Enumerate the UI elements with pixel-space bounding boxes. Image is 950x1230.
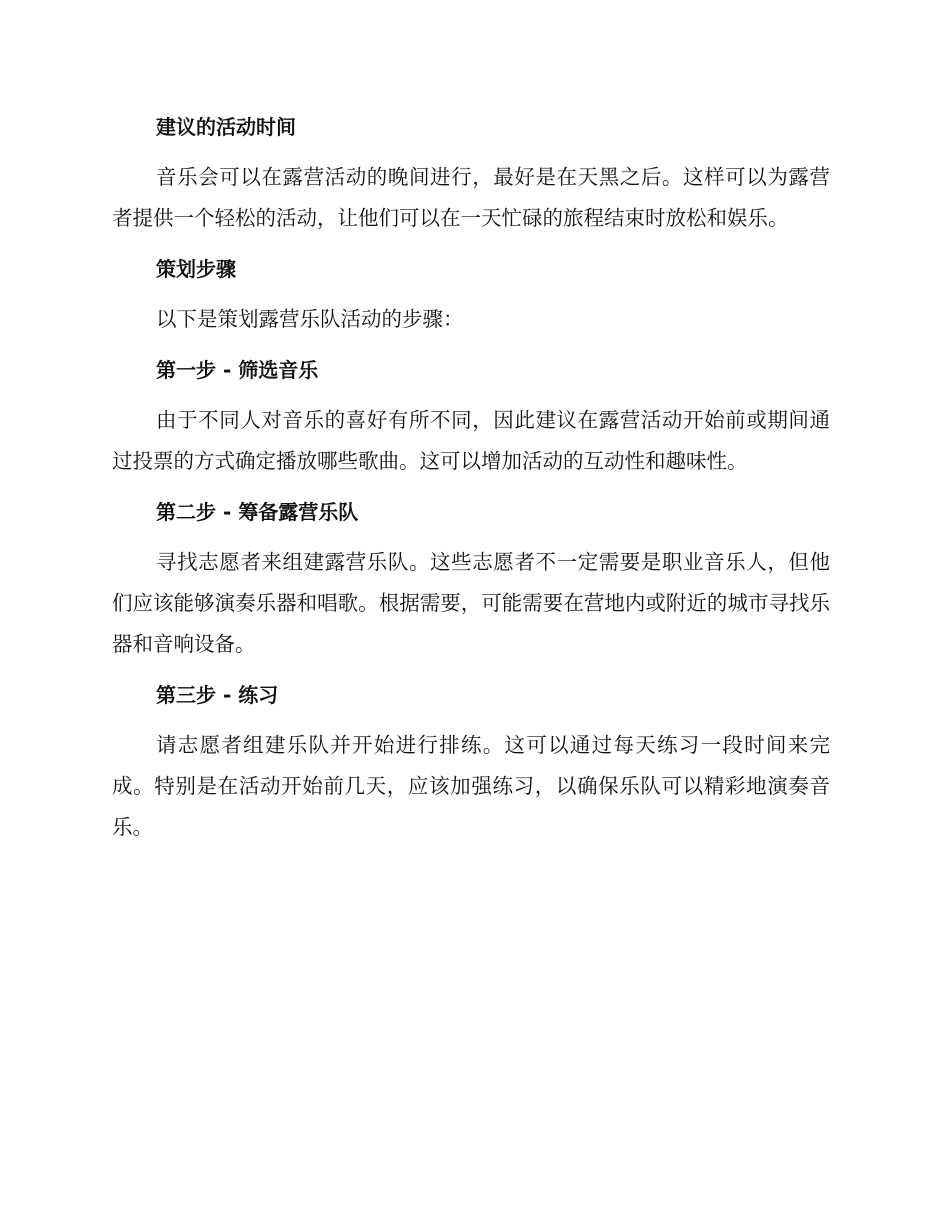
paragraph-planning-steps-intro: 以下是策划露营乐队活动的步骤： xyxy=(156,307,464,331)
paragraph-step-three: 请志愿者组建乐队并开始进行排练。这可以通过每天练习一段时间来完成。特别是在活动开始前几天，应该加强练习，以确保乐队可以精彩地演奏音乐。 xyxy=(112,733,830,839)
section-heading-planning-steps: 策划步骤 xyxy=(156,257,236,281)
paragraph-step-one: 由于不同人对音乐的喜好有所不同，因此建议在露营活动开始前或期间通过投票的方式确定播放哪些歌曲。这可以增加活动的互动性和趣味性。 xyxy=(112,408,830,473)
section-heading-step-three: 第三步 - 练习 xyxy=(156,683,279,707)
section-heading-step-two: 第二步 - 筹备露营乐队 xyxy=(156,500,359,524)
paragraph-activity-time: 音乐会可以在露营活动的晚间进行，最好是在天黑之后。这样可以为露营者提供一个轻松的活动，让他们可以在一天忙碌的旅程结束时放松和娱乐。 xyxy=(112,165,830,230)
paragraph-step-two: 寻找志愿者来组建露营乐队。这些志愿者不一定需要是职业音乐人，但他们应该能够演奏乐器和唱歌。根据需要，可能需要在营地内或附近的城市寻找乐器和音响设备。 xyxy=(112,550,830,656)
section-heading-activity-time: 建议的活动时间 xyxy=(156,115,296,139)
section-heading-step-one: 第一步 - 筛选音乐 xyxy=(156,358,319,382)
